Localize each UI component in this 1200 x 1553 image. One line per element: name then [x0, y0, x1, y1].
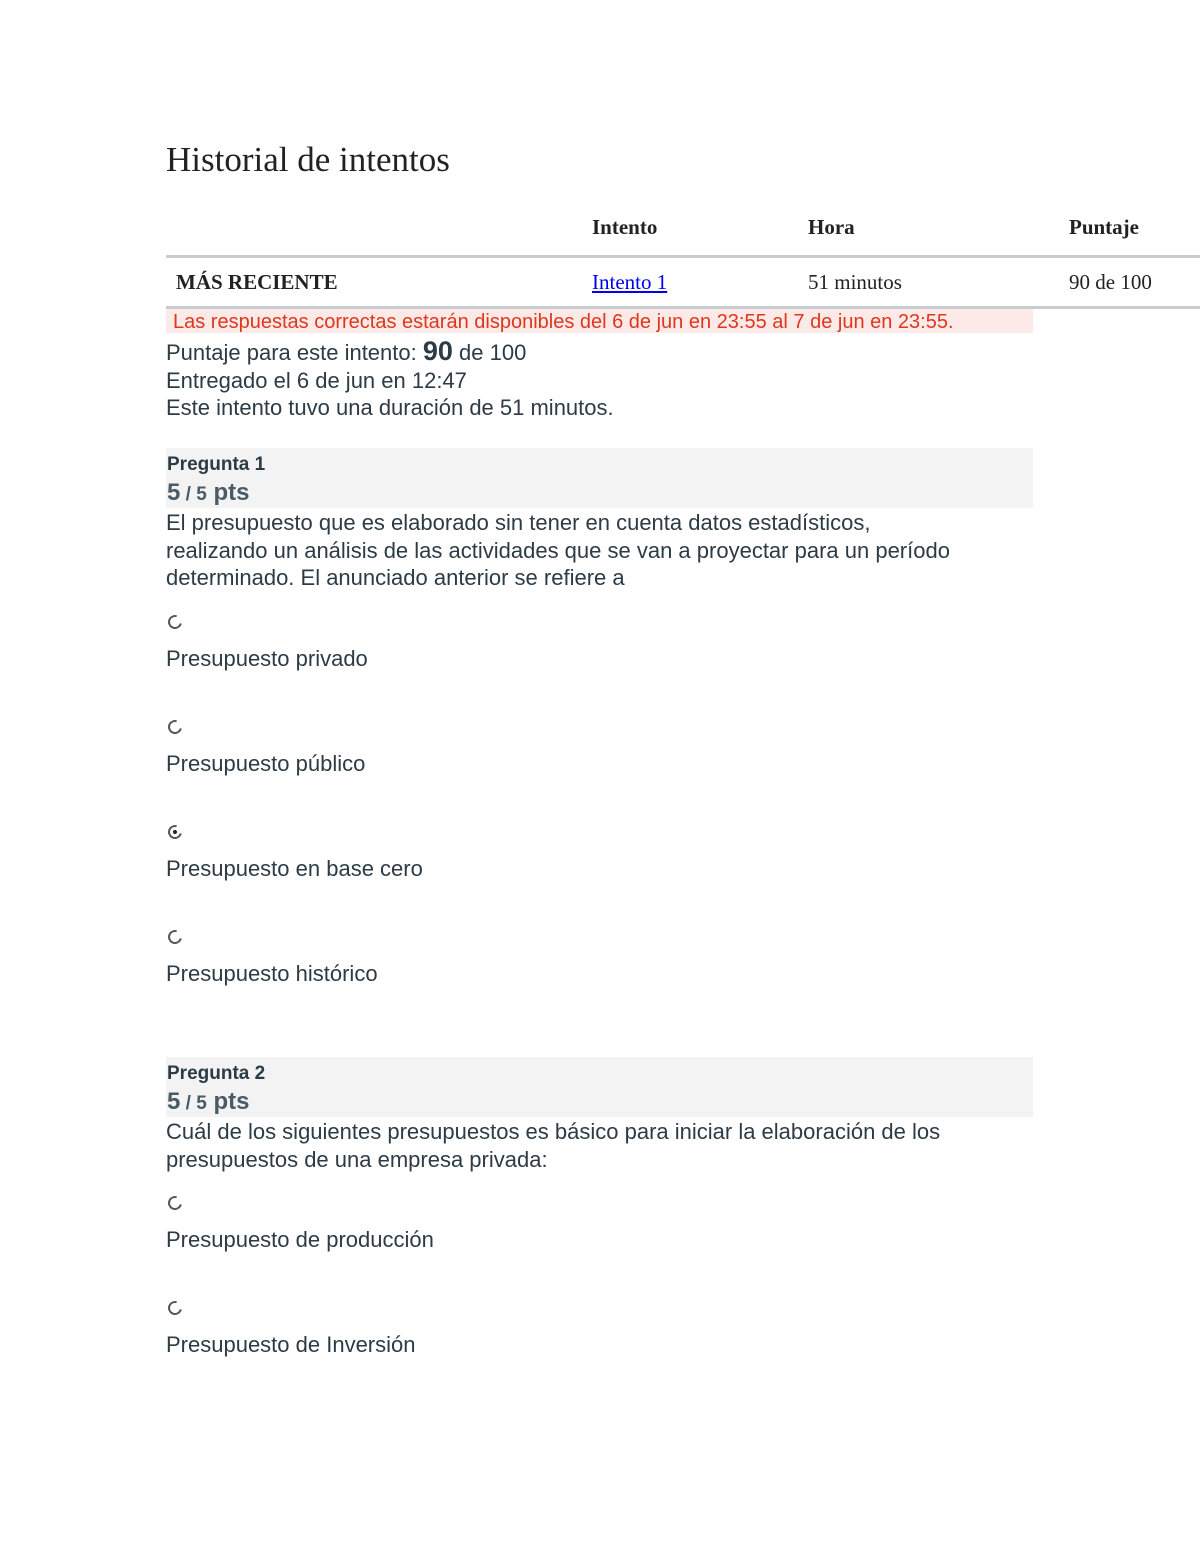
question-text-line: El presupuesto que es elaborado sin tener en cuenta datos estadísticos, — [166, 510, 871, 535]
answer-label: Presupuesto de Inversión — [166, 1332, 416, 1357]
question-header — [166, 1057, 1033, 1117]
points-total: 5 — [196, 484, 207, 505]
question-text — [166, 1118, 1046, 1173]
attempt-label: MÁS RECIENTE — [176, 270, 338, 294]
answer-label: Presupuesto en base cero — [166, 856, 423, 881]
attempt-history-table — [166, 200, 1200, 309]
question-text-line: presupuestos de una empresa privada: — [166, 1146, 548, 1172]
answer-label: Presupuesto público — [166, 751, 366, 776]
attempt-time: 51 minutos — [808, 270, 902, 294]
score-value: 90 — [422, 336, 453, 366]
answer-radio[interactable] — [165, 717, 184, 736]
score-line — [166, 338, 614, 367]
correct-answers-notice: Las respuestas correctas estarán disponibles del 6 de jun en 23:55 al 7 de jun en 23:55. — [166, 309, 1033, 333]
score-prefix: Puntaje para este intento: — [166, 340, 423, 365]
question-text-line: Cuál de los siguientes presupuestos es básico para iniciar la elaboración de los — [166, 1119, 941, 1144]
points-separator: / — [180, 1093, 197, 1114]
question-points — [167, 479, 249, 509]
question-title: Pregunta 1 — [167, 454, 266, 475]
answer-radio[interactable] — [165, 612, 184, 631]
points-earned: 5 — [167, 479, 181, 506]
score-suffix: de 100 — [452, 340, 527, 365]
answer-radio[interactable] — [165, 1193, 184, 1212]
column-header-attempt: Intento — [592, 215, 658, 239]
table-row — [166, 258, 1200, 309]
question-text-line: determinado. El anunciado anterior se refiere a — [166, 565, 625, 590]
points-separator: / — [180, 484, 197, 505]
column-header-time: Hora — [808, 215, 855, 239]
question-title: Pregunta 2 — [167, 1063, 266, 1084]
answer-label: Presupuesto histórico — [166, 961, 378, 986]
attempt-score: 90 de 100 — [1069, 270, 1152, 294]
attempt-link[interactable]: Intento 1 — [592, 270, 668, 294]
points-earned: 5 — [167, 1088, 181, 1115]
column-header-score: Puntaje — [1069, 215, 1139, 239]
submitted-line: Entregado el 6 de jun en 12:47 — [166, 367, 467, 393]
question-header — [166, 448, 1033, 508]
answer-label: Presupuesto privado — [166, 646, 368, 671]
duration-line: Este intento tuvo una duración de 51 minutos. — [166, 395, 614, 420]
answer-label: Presupuesto de producción — [166, 1227, 434, 1252]
attempt-summary — [166, 338, 614, 422]
points-total: 5 — [196, 1093, 207, 1114]
points-unit: pts — [206, 479, 250, 506]
question-text — [166, 509, 1046, 592]
answer-radio[interactable] — [165, 1298, 184, 1317]
points-unit: pts — [206, 1088, 250, 1115]
question-text-line: realizando un análisis de las actividades que se van a proyectar para un período — [166, 537, 950, 563]
question-points — [167, 1088, 249, 1118]
answer-radio[interactable] — [165, 927, 184, 946]
answer-radio-selected[interactable] — [165, 822, 184, 841]
table-header-row — [166, 200, 1200, 258]
page-title: Historial de intentos — [166, 140, 450, 179]
